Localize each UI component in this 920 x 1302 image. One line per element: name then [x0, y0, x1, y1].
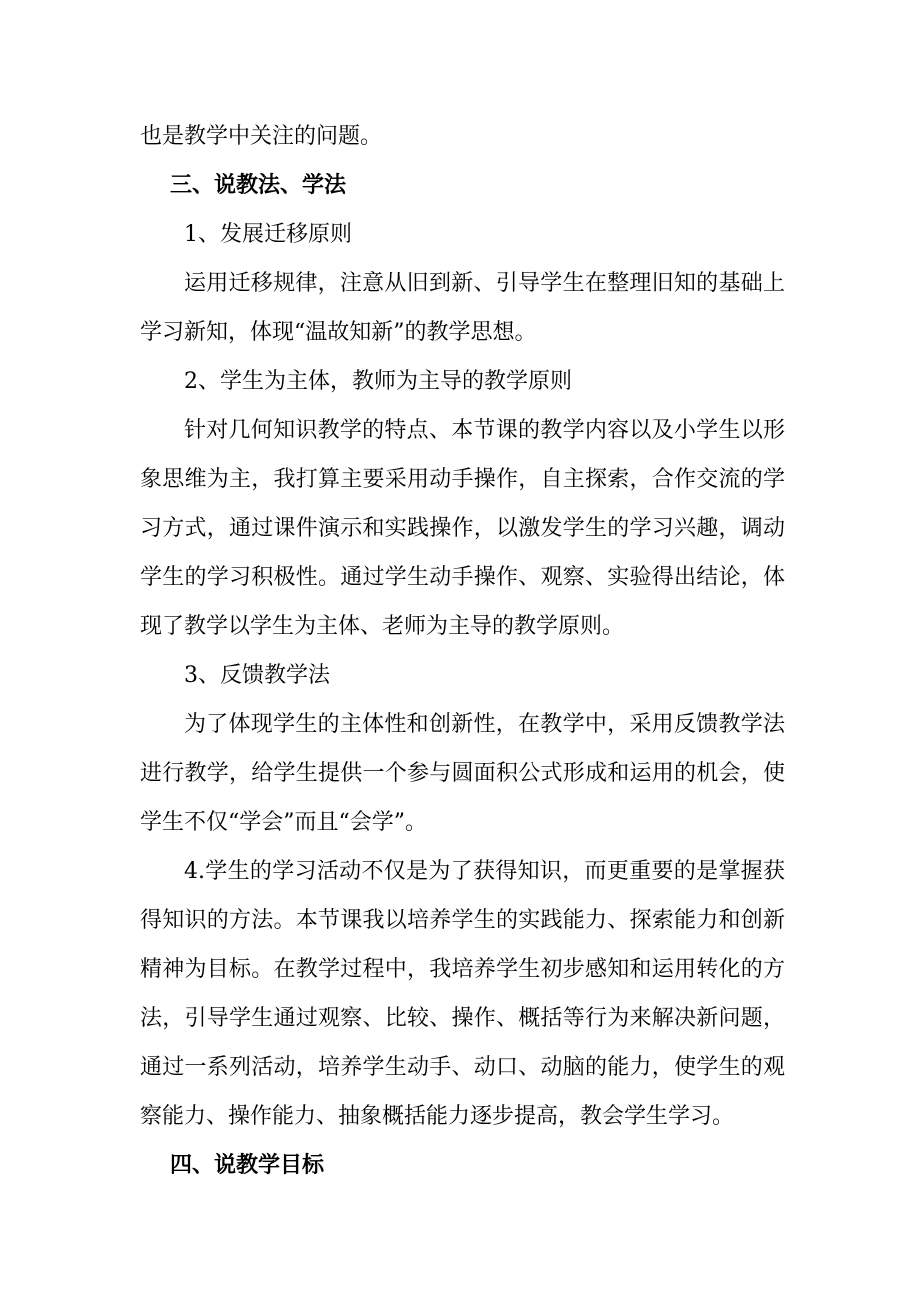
section-heading-teaching-objectives: 四、说教学目标 — [170, 1153, 325, 1178]
paragraph-transfer-principle: 运用迁移规律，注意从旧到新、引导学生在整理旧知的基础上学习新知，体现“温故知新”的教学思想。 — [140, 271, 785, 345]
paragraph-student-centered-principle: 针对几何知识教学的特点、本节课的教学内容以及小学生以形象思维为主，我打算主要采用动手操作，自主探索，合作交流的学习方式，通过课件演示和实践操作，以激发学生的学习兴趣，调动学生的学习积极性。通过学生动手操作、观察、实验得出结论，体现了教学以学生为主体、老师为主导的教学原则。 — [140, 418, 785, 639]
paragraph-continuation: 也是教学中关注的问题。 — [140, 124, 383, 149]
section-heading-teaching-methods: 三、说教法、学法 — [170, 173, 347, 198]
subheading-transfer-principle: 1、发展迁移原则 — [184, 222, 352, 247]
paragraph-feedback-method: 为了体现学生的主体性和创新性，在教学中，采用反馈教学法进行教学，给学生提供一个参与圆面积公式形成和运用的机会，使学生不仅“学会”而且“会学”。 — [140, 712, 785, 835]
document-body — [140, 112, 785, 1190]
paragraph-learning-activities: 4.学生的学习活动不仅是为了获得知识，而更重要的是掌握获得知识的方法。本节课我以培养学生的实践能力、探索能力和创新精神为目标。在教学过程中，我培养学生初步感知和运用转化的方法，引导学生通过观察、比较、操作、概括等行为来解决新问题，通过一系列活动，培养学生动手、动口、动脑的能力，使学生的观察能力、操作能力、抽象概括能力逐步提高，教会学生学习。 — [140, 859, 785, 1129]
subheading-student-centered-principle: 2、学生为主体，教师为主导的教学原则 — [184, 369, 572, 394]
subheading-feedback-method: 3、反馈教学法 — [184, 663, 330, 688]
